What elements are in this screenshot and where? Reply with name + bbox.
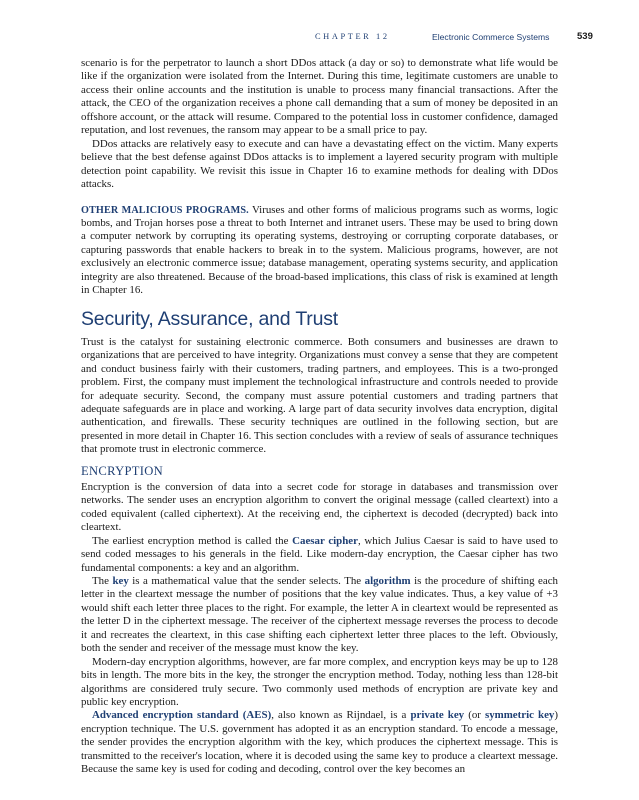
text-span: , also known as Rijndael, is a bbox=[271, 709, 411, 722]
text-span: (or bbox=[464, 709, 485, 722]
paragraph-aes bbox=[81, 709, 558, 776]
subsection-heading-encryption: ENCRYPTION bbox=[81, 463, 164, 478]
section-heading: Security, Assurance, and Trust bbox=[81, 307, 339, 330]
page-number: 539 bbox=[577, 31, 593, 42]
term-key: key bbox=[112, 574, 129, 587]
chapter-title: Electronic Commerce Systems bbox=[432, 32, 550, 42]
paragraph-encryption-definition: Encryption is the conversion of data into a secret code for storage in databases and transmission over networks. The sender uses an encryption algorithm to convert the original message (called cleartext) into a coded equivalent (called ciphertext). At the receiving end, the ciphertext is decoded (decrypted) back into cleartext. bbox=[81, 480, 558, 534]
text-span: ) encryption technique. The U.S. government has adopted it as an encryption standard. To encode a message, the sender provides the encryption algorithm with the key, which produces the ciphertext message. This is transmitted to the receiver's location, where it is decoded using the same key to produce a cleartext message. Because the same key is used for coding and decoding, control over the key becomes an bbox=[81, 709, 558, 776]
runin-heading-malicious-programs: OTHER MALICIOUS PROGRAMS. bbox=[81, 204, 249, 216]
paragraph-trust: Trust is the catalyst for sustaining electronic commerce. Both consumers and businesses are drawn to organizations that are perceived to have integrity. Organizations must convey a sense that they are competent and conduct business fairly with their customers, trading partners, and employees. This is a two-pronged problem. First, the company must implement the technological infrastructure and controls needed to provide for adequate security. Second, the company must assure potential customers and trading partners that adequate safeguards are in place and working. A large part of data security involves data encryption, digital authentication, and firewalls. These security techniques are outlined in the following section, but are presented in more detail in Chapter 16. This section concludes with a review of seals of assurance techniques that promote trust in electronic commerce. bbox=[81, 335, 558, 456]
term-algorithm: algorithm bbox=[364, 574, 411, 587]
paragraph-key-algorithm bbox=[81, 575, 558, 656]
paragraph-ddos-defense: DDos attacks are relatively easy to execute and can have a devastating effect on the victim. Many experts believe that the best defense against DDos attacks is to implement a layered security program with multiple detection point capability. We revisit this issue in Chapter 16 to examine methods for dealing with DDos attacks. bbox=[81, 137, 558, 191]
running-header bbox=[0, 31, 639, 45]
paragraph-malicious-programs bbox=[81, 204, 558, 298]
paragraph-spacer bbox=[81, 192, 558, 204]
term-aes: Advanced encryption standard (AES) bbox=[92, 709, 272, 722]
term-private-key: private key bbox=[410, 709, 465, 722]
paragraph-ransom-scenario: scenario is for the perpetrator to launch a short DDos attack (a day or so) to demonstrate what life would be like if the organization were isolated from the Internet. During this time, legitimate customers are unable to access their online accounts and the institution is unable to process many financial transactions. After the attack, the CEO of the organization receives a phone call demanding that a sum of money be deposited in an offshore account, or the attack will resume. Compared to the potential loss in customer confidence, damaged reputation, and lost revenues, the ransom may appear to be a small price to pay. bbox=[81, 57, 558, 137]
paragraph-modern-encryption: Modern-day encryption algorithms, however, are far more complex, and encryption keys may be up to 128 bits in length. The more bits in the key, the stronger the encryption method. Today, nothing less than 128-bit algorithms are considered truly secure. Two commonly used methods of encryption are private key and public key encryption. bbox=[81, 655, 558, 709]
term-caesar-cipher: Caesar cipher bbox=[292, 534, 358, 547]
chapter-label: CHAPTER 12 bbox=[315, 32, 390, 41]
paragraph-caesar-cipher bbox=[81, 535, 558, 575]
text-span: The earliest encryption method is called the bbox=[92, 534, 293, 547]
malicious-programs-text: Viruses and other forms of malicious programs such as worms, logic bombs, and Trojan horses pose a threat to both Internet and intranet users. These may be used to bring down a computer network by corrupting its operating systems, destroying or corrupting corporate databases, or capturing passwords that enable hackers to break in to the system. Malicious programs, however, are not exclusively an electronic commerce issue; database management, operating systems security, and application integrity are also threatened. Because of the broad-based implications, this class of risk is examined at length in Chapter 16. bbox=[81, 203, 558, 297]
text-span: is the procedure of shifting each letter in the cleartext message the number of positions that the key value indicates. Thus, a key value of +3 would shift each letter three places to the right. For example, the letter A in cleartext would be represented as the letter D in the ciphertext message. The receiver of the ciphertext message reverses the process to decode it and recreates the cleartext, in this case shifting each ciphertext letter three places to the left. Obviously, both the sender and receiver of the message must know the key. bbox=[81, 574, 558, 655]
text-span: , which Julius Caesar is said to have used to send coded messages to his generals in the field. Like modern-day encryption, the Caesar cipher has two fundamental components: a key and an algorithm. bbox=[81, 534, 558, 574]
text-span: The bbox=[92, 574, 113, 587]
body-text bbox=[81, 57, 558, 777]
term-symmetric-key: symmetric key bbox=[484, 709, 555, 722]
text-span: is a mathematical value that the sender selects. The bbox=[128, 574, 365, 587]
